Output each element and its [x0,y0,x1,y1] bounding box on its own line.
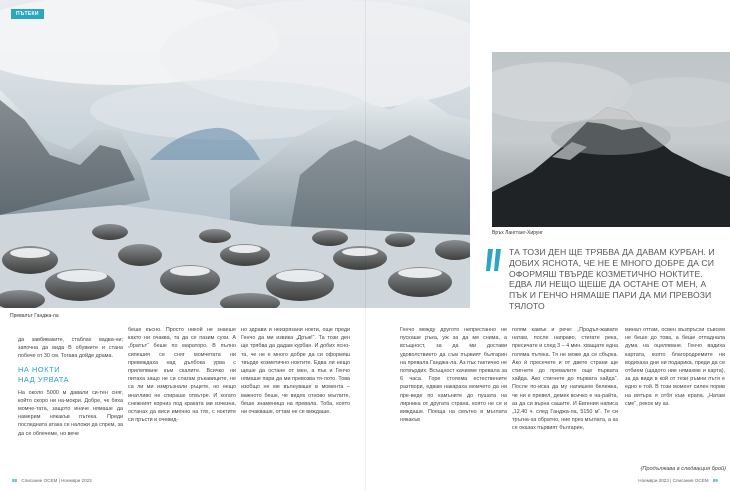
right-photo-caption: Връх Лангтанг-Хирунг [492,230,543,236]
quote-mark-icon [486,247,504,273]
article-column-2 [128,326,236,424]
column-1-body: На около 5000 м давали си-тен сняг, който скоро ни на-мокри. Добре, че бяха момче-тата, защото иначе нямаше да намерим някакъв пътека. Преди последната атака се наложи да спрем, за да се облечеме, но вече [18,389,123,437]
subheading [18,365,123,385]
column-5-text: голям камък и рече: „Продъл-жавате натам, после направо, стигате река, пресичате и след 3 – 4 мин. хващате една голяма пътека. Тя не може да се сбърка. Ако ѝ пресечете и от двете страни ще стигнете до превалите още първата хайда. Ако стигнете до първата хайда“. После по-иска да му напишем бележка, че ни е превел, демек всичко е на-райта, аз да си върна сашите. И Евгения написа „12.40 ч. след Ганджа-ла, 5150 м“. Те си тръгна-ха обратно, ние през мъглата, а аз се оказах първият българин, [512,327,618,432]
right-page-number: 89 [712,478,718,483]
column-3-text: но здрави и неизрязани нокти, още преди Генчо да ми извика „Дръж!“. Та този ден ще трябва да дадам курбан. И добих ясно-та, че не е много добре да си оформяш твърде козметично ноктите. Едва ли нещо щеше да остане от мен, а пък и Генчо нямаше пари да ми превозва тя-лото. Това изобщо не ме вълнуваше в момента – важното беше, че видях отново мъглите, беше знаменица на превала. Тоба, която ни очакваше, оттам не се виждаше. [241,327,350,416]
left-folio [9,478,92,483]
article-column-5 [512,326,618,433]
article-column-3 [241,326,350,416]
right-folio [638,478,721,483]
page-gutter [365,0,366,491]
column-4-text: Генчо между другото непрестанно не пускаше ръка, уж за да ме снима, а всъщност, за да ми достави удоволствието да съм първият българин на превала Ганджа-ла. Аз пък тактично не потвърдих. Всъщност качихме превала за 6 часа. Горе стояхма естествените разтвори, едвам накараха момчето да ни пре-веде по камъните до пушата на лирника от другата страна, която не се и виждаше. Поеща на смътно в мъглата някакъв [400,327,507,424]
section-tag: ПЪТЕКИ [11,9,44,19]
article-column-4 [400,326,507,424]
column-2-text: беше късно. Просто никой не знаеше както ни очаква, та да се пазим сухи. А „братът“ беше по мараторо. В пълно сипешия се сняг момчетата ни превеждаха над дълбока урва с прилепване към скалите. Всичко ни питаха защо не си слагам ръкавиците, не са ли ми измръзнали ръцете, но нещо инатливо не спираше отвътре. И когато снежният корниз под краката ми изчезна, останах да виси именно на тях, с ноктите си пръсти и очевид- [128,327,236,424]
peak-photo [492,52,730,227]
column-1-intro: да завбиваките, стаблах вадва-ни; започна да вида В обувките и стана побече от 30 см. Тогава дойде драма. [18,337,123,360]
left-page-number: 88 [12,478,18,483]
right-folio-label: Ноември 2023 | Списание ОСЕМ [638,478,709,483]
left-photo-caption: Превалът Ганджа-ла [10,313,59,319]
pull-quote: ТА ТОЗИ ДЕН ЩЕ ТРЯБВА ДА ДАВАМ КУРБАН. И ДОБИХ ЯСНОТА, ЧЕ НЕ Е МНОГО ДОБРЕ ДА СИ ОФОРМЯШ ТВЪРДЕ КОЗМЕТИЧНО НОКТИТЕ. ЕДВА ЛИ НЕЩО ЩЕШЕ ДА ОСТАНЕ ОТ МЕН, А ПЪК И ГЕНЧО НЯМАШЕ ПАРИ ДА МИ ПРЕВОЗИ ТЯЛОТО [509,247,715,311]
column-6-text: минал оттам, освен възпръсхи съвсем не беше до това, а беше отпаднала дума на оцеляване. Генчо вадиха картата, която благородремите ни водихаха дни ни подарика, преди да се отбием (щадото ние нямахме и карта), за да види в кой от тези ръмни пътя е едно е той. В този момент силен порив на вятъра я отбя към ерапа. „Натам сме“, рекох му аз. [625,327,725,407]
article-column-1 [18,336,123,438]
continued-note: (Продължава в следващия брой) [640,466,726,472]
mountain-pass-photo [0,0,470,308]
left-folio-label: Списание ОСЕМ | Ноември 2023 [21,478,92,483]
subheading-line-1: НА НОКТИ [18,364,61,374]
subheading-line-2: НАД УРВАТА [18,374,70,384]
article-column-6 [625,326,725,408]
